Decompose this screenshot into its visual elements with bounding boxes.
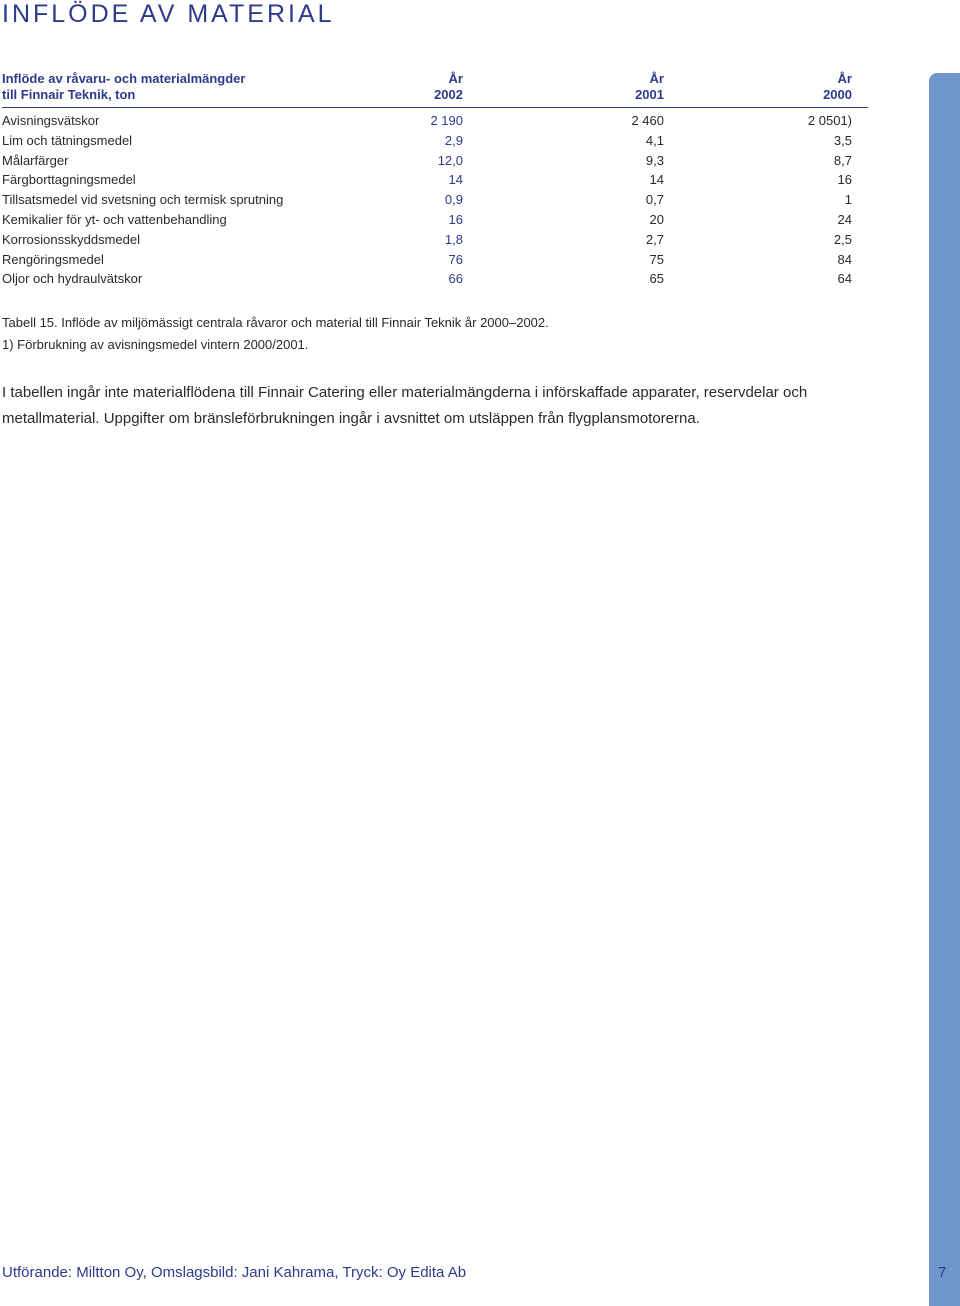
cell-2000: 84: [837, 251, 852, 267]
cell-2002: 14: [448, 172, 463, 188]
table-row: [2, 269, 868, 289]
cell-2002: 2 190: [430, 113, 463, 128]
cell-2000: 2,5: [833, 231, 852, 247]
column-label: År: [649, 71, 664, 86]
cell-2001: 2 460: [631, 113, 664, 128]
cell-2001: 9,3: [645, 152, 664, 168]
page-title: INFLÖDE AV MATERIAL: [2, 0, 335, 28]
cell-2001: 20: [649, 211, 664, 227]
table-body: [2, 111, 868, 289]
table-row: [2, 111, 868, 131]
table-row: [2, 151, 868, 171]
side-tab: [929, 73, 960, 1306]
column-year: 2002: [434, 87, 463, 102]
table-row: [2, 131, 868, 151]
column-label: År: [448, 71, 463, 86]
cell-2002: 2,9: [444, 132, 463, 148]
column-header-2002: [434, 71, 463, 103]
cell-2001: 4,1: [645, 132, 664, 148]
table-title-line2: till Finnair Teknik, ton: [2, 87, 136, 102]
cell-2002: 76: [448, 251, 463, 267]
page-number: 7: [938, 1264, 947, 1281]
table-row: [2, 230, 868, 250]
cell-2000: 1: [844, 192, 852, 208]
cell-2002: 66: [448, 271, 463, 287]
column-year: 2000: [823, 87, 852, 102]
table-row: [2, 250, 868, 270]
cell-2002: 0,9: [444, 192, 463, 208]
cell-2000: 16: [837, 172, 852, 188]
cell-2001: 65: [649, 271, 664, 287]
table-header: [2, 71, 868, 108]
cell-2002: 16: [448, 211, 463, 227]
table-row: [2, 170, 868, 190]
cell-2002: 1,8: [444, 231, 463, 247]
column-label: År: [837, 71, 852, 86]
footnote: 1) Förbrukning av avisningsmedel vintern 2000/2001.: [2, 337, 309, 352]
body-paragraph: I tabellen ingår inte materialflödena till Finnair Catering eller materialmängderna i införskaffade apparater, reservdelar och metallmaterial. Uppgifter om bränsleförbrukningen ingår i avsnittet om utsläppen från flygplansmotorerna.: [2, 384, 808, 427]
row-label: Målarfärger: [2, 152, 69, 168]
cell-2002: 12,0: [437, 152, 463, 168]
cell-2001: 2,7: [645, 231, 664, 247]
column-header-2001: [635, 71, 664, 103]
row-label: Tillsatsmedel vid svetsning och termisk sprutning: [2, 192, 284, 208]
row-label: Korrosionsskyddsmedel: [2, 231, 141, 247]
table-title-line1: Inflöde av råvaru- och materialmängder: [2, 71, 246, 86]
cell-2000: 2 0501): [807, 113, 852, 128]
column-header-2000: [823, 71, 852, 103]
row-label: Avisningsvätskor: [2, 113, 100, 128]
table-row: [2, 210, 868, 230]
cell-2001: 0,7: [645, 192, 664, 208]
row-label: Oljor och hydraulvätskor: [2, 271, 143, 287]
row-label: Kemikalier för yt- och vattenbehandling: [2, 211, 227, 227]
footer-credits: Utförande: Miltton Oy, Omslagsbild: Jani Kahrama, Tryck: Oy Edita Ab: [2, 1264, 467, 1281]
caption-line: Tabell 15. Inflöde av miljömässigt centrala råvaror och material till Finnair Teknik år 2000–2002.: [2, 315, 549, 330]
table-title: [2, 71, 245, 103]
cell-2001: 14: [649, 172, 664, 188]
row-label: Rengöringsmedel: [2, 251, 104, 267]
column-year: 2001: [635, 87, 664, 102]
cell-2000: 24: [837, 211, 852, 227]
cell-2000: 64: [837, 271, 852, 287]
row-label: Lim och tätningsmedel: [2, 132, 133, 148]
table-row: [2, 190, 868, 210]
cell-2001: 75: [649, 251, 664, 267]
cell-2000: 3,5: [833, 132, 852, 148]
row-label: Färgborttagningsmedel: [2, 172, 136, 188]
table-caption: [2, 312, 549, 356]
cell-2000: 8,7: [833, 152, 852, 168]
